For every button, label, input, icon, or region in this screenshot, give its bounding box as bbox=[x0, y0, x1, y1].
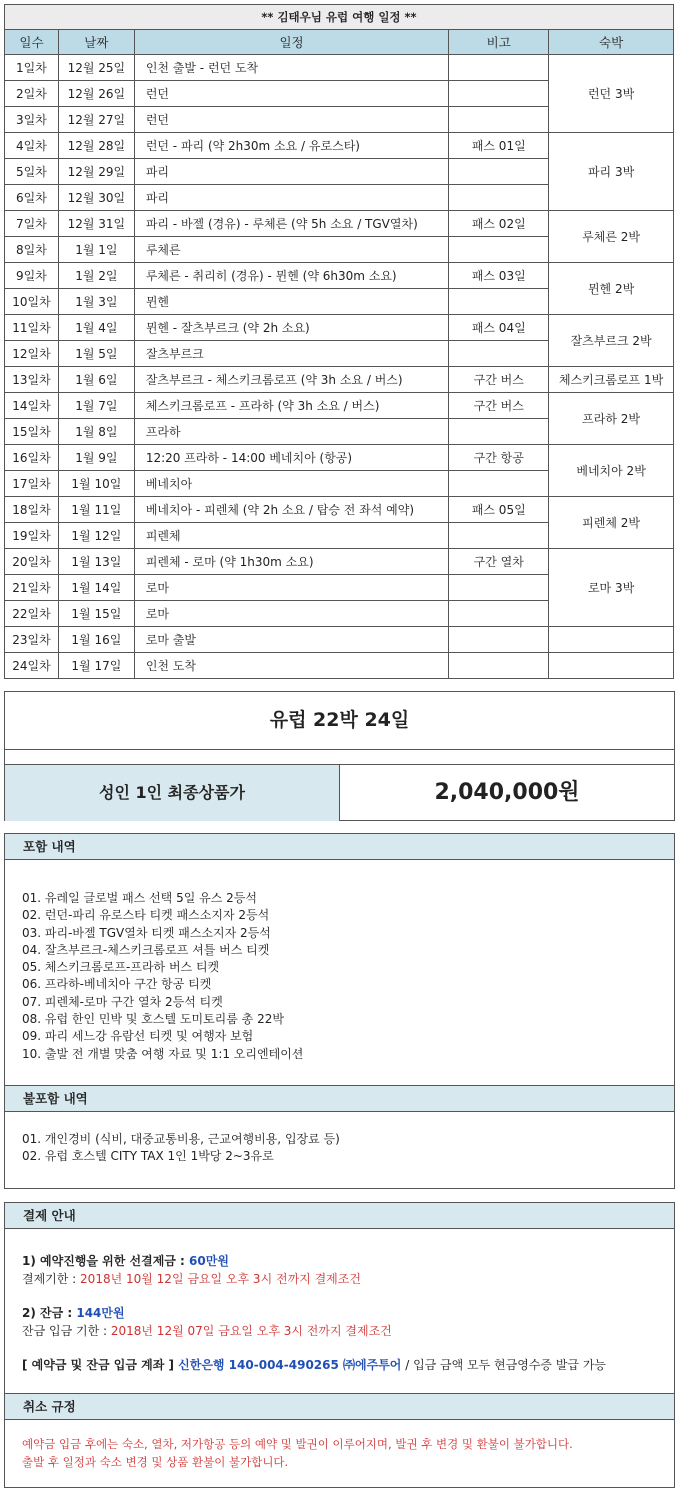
day-cell: 6일차 bbox=[5, 185, 59, 211]
day-cell: 7일차 bbox=[5, 211, 59, 237]
itinerary-cell: 런던 - 파리 (약 2h30m 소요 / 유로스타) bbox=[134, 133, 449, 159]
stay-cell: 루체른 2박 bbox=[549, 211, 674, 263]
stay-cell: 로마 3박 bbox=[549, 549, 674, 627]
table-row bbox=[5, 445, 674, 471]
day-cell: 11일차 bbox=[5, 315, 59, 341]
stay-cell: 런던 3박 bbox=[549, 55, 674, 133]
itinerary-cell: 뮌헨 - 잘츠부르크 (약 2h 소요) bbox=[134, 315, 449, 341]
day-cell: 12일차 bbox=[5, 341, 59, 367]
table-row bbox=[5, 497, 674, 523]
stay-cell: 체스키크롬로프 1박 bbox=[549, 367, 674, 393]
table-row bbox=[5, 211, 674, 237]
itinerary-cell: 파리 bbox=[134, 185, 449, 211]
list-item: 03. 파리-바젤 TGV열차 티켓 패스소지자 2등석 bbox=[22, 925, 271, 940]
day-cell: 19일차 bbox=[5, 523, 59, 549]
date-cell: 12월 31일 bbox=[58, 211, 134, 237]
date-cell: 1월 4일 bbox=[58, 315, 134, 341]
balance-label: 2) 잔금 : bbox=[22, 1306, 77, 1320]
header-day: 일수 bbox=[5, 30, 59, 55]
note-cell: 구간 버스 bbox=[449, 367, 549, 393]
date-cell: 1월 13일 bbox=[58, 549, 134, 575]
stay-cell bbox=[549, 627, 674, 653]
deposit-amount: 60만원 bbox=[189, 1254, 229, 1268]
list-item: 09. 파리 세느강 유람선 티켓 및 여행자 보험 bbox=[22, 1029, 254, 1044]
note-cell bbox=[449, 185, 549, 211]
day-cell: 13일차 bbox=[5, 367, 59, 393]
note-cell bbox=[449, 601, 549, 627]
date-cell: 12월 26일 bbox=[58, 81, 134, 107]
header-itinerary: 일정 bbox=[134, 30, 449, 55]
itinerary-cell: 프라하 bbox=[134, 419, 449, 445]
excluded-list bbox=[5, 1112, 674, 1166]
day-cell: 18일차 bbox=[5, 497, 59, 523]
price-label: 성인 1인 최종상품가 bbox=[5, 765, 340, 821]
note-cell: 패스 05일 bbox=[449, 497, 549, 523]
table-row bbox=[5, 133, 674, 159]
day-cell: 21일차 bbox=[5, 575, 59, 601]
note-cell bbox=[449, 55, 549, 81]
table-row bbox=[5, 55, 674, 81]
day-cell: 3일차 bbox=[5, 107, 59, 133]
day-cell: 4일차 bbox=[5, 133, 59, 159]
date-cell: 12월 27일 bbox=[58, 107, 134, 133]
list-item: 10. 출발 전 개별 맞춤 여행 자료 및 1:1 오리엔테이션 bbox=[22, 1046, 304, 1061]
day-cell: 8일차 bbox=[5, 237, 59, 263]
note-cell: 구간 항공 bbox=[449, 445, 549, 471]
note-cell bbox=[449, 575, 549, 601]
itinerary-cell: 인천 도착 bbox=[134, 653, 449, 679]
deposit-deadline: 2018년 10월 12일 금요일 오후 3시 전까지 결제조건 bbox=[80, 1272, 361, 1286]
list-item: 02. 유럽 호스텔 CITY TAX 1인 1박당 2~3유로 bbox=[22, 1149, 274, 1164]
balance-deadline-label: 잔금 입금 기한 : bbox=[22, 1324, 111, 1338]
itinerary-cell: 피렌체 bbox=[134, 523, 449, 549]
stay-cell bbox=[549, 653, 674, 679]
stay-cell: 파리 3박 bbox=[549, 133, 674, 211]
note-cell: 구간 버스 bbox=[449, 393, 549, 419]
note-cell bbox=[449, 159, 549, 185]
note-cell: 패스 01일 bbox=[449, 133, 549, 159]
list-item: 07. 피렌체-로마 구간 열차 2등석 티켓 bbox=[22, 994, 223, 1009]
balance-amount: 144만원 bbox=[76, 1306, 125, 1320]
itinerary-cell: 런던 bbox=[134, 81, 449, 107]
day-cell: 20일차 bbox=[5, 549, 59, 575]
header-stay: 숙박 bbox=[549, 30, 674, 55]
date-cell: 1월 8일 bbox=[58, 419, 134, 445]
note-cell bbox=[449, 627, 549, 653]
note-cell bbox=[449, 471, 549, 497]
date-cell: 12월 30일 bbox=[58, 185, 134, 211]
list-item: 05. 체스키크롬로프-프라하 버스 티켓 bbox=[22, 960, 220, 975]
list-item: 02. 런던-파리 유로스타 티켓 패스소지자 2등석 bbox=[22, 908, 270, 923]
itinerary-cell: 피렌체 - 로마 (약 1h30m 소요) bbox=[134, 549, 449, 575]
date-cell: 1월 12일 bbox=[58, 523, 134, 549]
stay-cell: 피렌체 2박 bbox=[549, 497, 674, 549]
itinerary-cell: 베네치아 - 피렌체 (약 2h 소요 / 탑승 전 좌석 예약) bbox=[134, 497, 449, 523]
account-label: [ 예약금 및 잔금 입금 계좌 ] bbox=[22, 1358, 179, 1372]
header-date: 날짜 bbox=[58, 30, 134, 55]
itinerary-cell: 로마 bbox=[134, 601, 449, 627]
list-item: 04. 잘츠부르크-체스키크롬로프 셔틀 버스 티켓 bbox=[22, 942, 270, 957]
list-item: 08. 유럽 한인 민박 및 호스텔 도미토리룸 총 22박 bbox=[22, 1012, 284, 1027]
table-row bbox=[5, 315, 674, 341]
itinerary-cell: 베네치아 bbox=[134, 471, 449, 497]
price-value: 2,040,000원 bbox=[434, 780, 580, 805]
itinerary-cell: 파리 - 바젤 (경유) - 루체른 (약 5h 소요 / TGV열차) bbox=[134, 211, 449, 237]
day-cell: 2일차 bbox=[5, 81, 59, 107]
list-item: 01. 개인경비 (식비, 대중교통비용, 근교여행비용, 입장료 등) bbox=[22, 1132, 340, 1146]
excluded-heading: 불포함 내역 bbox=[5, 1085, 674, 1112]
day-cell: 5일차 bbox=[5, 159, 59, 185]
included-list bbox=[5, 860, 674, 1085]
day-cell: 1일차 bbox=[5, 55, 59, 81]
header-note: 비고 bbox=[449, 30, 549, 55]
date-cell: 1월 7일 bbox=[58, 393, 134, 419]
note-cell bbox=[449, 107, 549, 133]
date-cell: 1월 1일 bbox=[58, 237, 134, 263]
inclusions-box bbox=[4, 833, 675, 1189]
itinerary-cell: 잘츠부르크 - 체스키크롬로프 (약 3h 소요 / 버스) bbox=[134, 367, 449, 393]
table-row bbox=[5, 367, 674, 393]
day-cell: 17일차 bbox=[5, 471, 59, 497]
table-row bbox=[5, 627, 674, 653]
date-cell: 1월 16일 bbox=[58, 627, 134, 653]
payment-box bbox=[4, 1202, 675, 1488]
schedule-title: ** 김태우님 유럽 여행 일정 ** bbox=[5, 5, 674, 30]
note-cell: 패스 04일 bbox=[449, 315, 549, 341]
table-row bbox=[5, 393, 674, 419]
date-cell: 1월 11일 bbox=[58, 497, 134, 523]
note-cell bbox=[449, 419, 549, 445]
account-value: 신한은행 140-004-490265 ㈜에주투어 bbox=[178, 1358, 402, 1372]
note-cell bbox=[449, 289, 549, 315]
date-cell: 12월 25일 bbox=[58, 55, 134, 81]
day-cell: 14일차 bbox=[5, 393, 59, 419]
day-cell: 15일차 bbox=[5, 419, 59, 445]
stay-cell: 베네치아 2박 bbox=[549, 445, 674, 497]
day-cell: 9일차 bbox=[5, 263, 59, 289]
itinerary-cell: 12:20 프라하 - 14:00 베네치아 (항공) bbox=[134, 445, 449, 471]
cancel-heading: 취소 규정 bbox=[5, 1393, 674, 1420]
note-cell: 구간 열차 bbox=[449, 549, 549, 575]
note-cell: 패스 03일 bbox=[449, 263, 549, 289]
date-cell: 12월 29일 bbox=[58, 159, 134, 185]
list-item: 06. 프라하-베네치아 구간 항공 티켓 bbox=[22, 977, 212, 992]
note-cell bbox=[449, 653, 549, 679]
stay-cell: 프라하 2박 bbox=[549, 393, 674, 445]
stay-cell: 잘츠부르크 2박 bbox=[549, 315, 674, 367]
balance-deadline: 2018년 12월 07일 금요일 오후 3시 전까지 결제조건 bbox=[110, 1324, 392, 1338]
date-cell: 1월 17일 bbox=[58, 653, 134, 679]
itinerary-cell: 로마 출발 bbox=[134, 627, 449, 653]
summary-box bbox=[4, 691, 675, 821]
date-cell: 1월 14일 bbox=[58, 575, 134, 601]
itinerary-cell: 루체른 bbox=[134, 237, 449, 263]
account-note: / 입금 금액 모두 현금영수증 발급 가능 bbox=[401, 1358, 607, 1372]
day-cell: 23일차 bbox=[5, 627, 59, 653]
itinerary-cell: 뮌헨 bbox=[134, 289, 449, 315]
day-cell: 10일차 bbox=[5, 289, 59, 315]
deposit-deadline-label: 결제기한 : bbox=[22, 1272, 81, 1286]
date-cell: 1월 6일 bbox=[58, 367, 134, 393]
itinerary-cell: 루체른 - 취리히 (경유) - 뮌헨 (약 6h30m 소요) bbox=[134, 263, 449, 289]
trip-duration-title: 유럽 22박 24일 bbox=[5, 692, 674, 750]
day-cell: 16일차 bbox=[5, 445, 59, 471]
table-row bbox=[5, 549, 674, 575]
itinerary-cell: 잘츠부르크 bbox=[134, 341, 449, 367]
date-cell: 12월 28일 bbox=[58, 133, 134, 159]
table-row bbox=[5, 653, 674, 679]
itinerary-cell: 파리 bbox=[134, 159, 449, 185]
date-cell: 1월 3일 bbox=[58, 289, 134, 315]
schedule-table bbox=[4, 4, 674, 679]
date-cell: 1월 5일 bbox=[58, 341, 134, 367]
note-cell bbox=[449, 523, 549, 549]
date-cell: 1월 9일 bbox=[58, 445, 134, 471]
day-cell: 22일차 bbox=[5, 601, 59, 627]
cancel-line-1: 예약금 입금 후에는 숙소, 열차, 저가항공 등의 예약 및 발권이 이루어지며, 발권 후 변경 및 환불이 불가합니다. bbox=[22, 1437, 573, 1451]
itinerary-cell: 로마 bbox=[134, 575, 449, 601]
day-cell: 24일차 bbox=[5, 653, 59, 679]
table-row bbox=[5, 263, 674, 289]
note-cell: 패스 02일 bbox=[449, 211, 549, 237]
cancel-line-2: 출발 후 일정과 숙소 변경 및 상품 환불이 불가합니다. bbox=[22, 1455, 289, 1469]
deposit-label: 1) 예약진행을 위한 선결제금 : bbox=[22, 1254, 190, 1268]
itinerary-cell: 체스키크롬로프 - 프라하 (약 3h 소요 / 버스) bbox=[134, 393, 449, 419]
date-cell: 1월 2일 bbox=[58, 263, 134, 289]
stay-cell: 뮌헨 2박 bbox=[549, 263, 674, 315]
note-cell bbox=[449, 81, 549, 107]
note-cell bbox=[449, 341, 549, 367]
included-heading: 포함 내역 bbox=[5, 834, 674, 860]
note-cell bbox=[449, 237, 549, 263]
list-item: 01. 유레일 글로벌 패스 선택 5일 유스 2등석 bbox=[22, 891, 257, 905]
payment-heading: 결제 안내 bbox=[5, 1203, 674, 1229]
itinerary-cell: 런던 bbox=[134, 107, 449, 133]
date-cell: 1월 10일 bbox=[58, 471, 134, 497]
date-cell: 1월 15일 bbox=[58, 601, 134, 627]
itinerary-cell: 인천 출발 - 런던 도착 bbox=[134, 55, 449, 81]
